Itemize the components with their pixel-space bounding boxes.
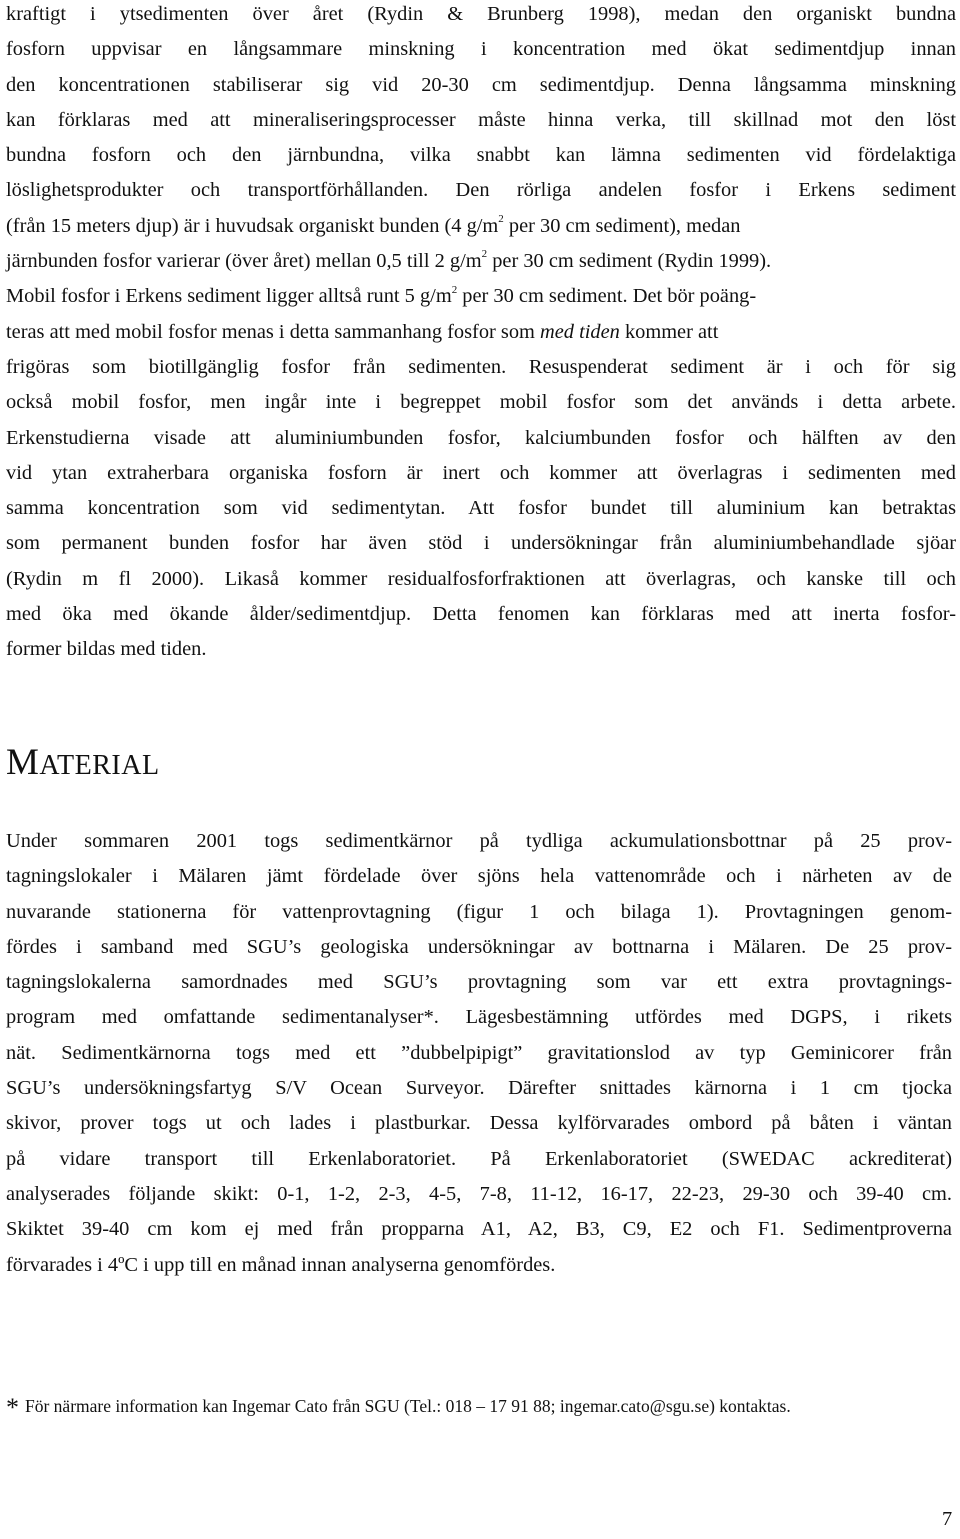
text-run: per 30 cm sediment (Rydin 1999).	[487, 250, 772, 273]
text-run: järnbunden fosfor varierar (över året) mellan 0,5 till 2 g/m	[6, 250, 482, 273]
text-line: fosforn uppvisar en långsammare minskning i koncentration med ökat sedimentdjup innan	[6, 38, 956, 61]
material-paragraph	[6, 824, 952, 1283]
superscript: 2	[481, 248, 488, 261]
text-line: kraftigt i ytsedimenten över året (Rydin & Brunberg 1998), medan den organiskt bundna	[6, 3, 956, 25]
text-line: (Rydin m fl 2000). Likaså kommer residualfosforfraktionen att överlagras, och kanske till och	[6, 567, 956, 590]
text-line: skivor, prover togs ut och lades i plastburkar. Dessa kylförvarades ombord på båten i väntan	[6, 1112, 952, 1135]
text-line: Skiktet 39-40 cm kom ej med från propparna A1, A2, B3, C9, E2 och F1. Sedimentproverna	[6, 1218, 952, 1241]
text-run: per 30 cm sediment. Det bör poäng-	[457, 285, 757, 308]
text-line	[6, 279, 956, 314]
superscript: 2	[451, 283, 458, 296]
text-line: fördes i samband med SGU’s geologiska undersökningar av bottnarna i Mälaren. De 25 prov-	[6, 935, 952, 958]
text-run: teras att med mobil fosfor menas i detta sammanhang fosfor som	[6, 320, 540, 343]
text-line: nuvarande stationerna för vattenprovtagning (figur 1 och bilaga 1). Provtagningen genom-	[6, 900, 952, 923]
text-line: också mobil fosfor, men ingår inte i begreppet mobil fosfor som det används i detta arbete.	[6, 391, 956, 414]
text-line	[6, 244, 956, 279]
text-line: analyserades följande skikt: 0-1, 1-2, 2-3, 4-5, 7-8, 11-12, 16-17, 22-23, 29-30 och 39-40 cm.	[6, 1182, 952, 1205]
text-line: Under sommaren 2001 togs sedimentkärnor på tydliga ackumulationsbottnar på 25 prov-	[6, 830, 952, 852]
text-line: den koncentrationen stabiliserar sig vid 20-30 cm sedimentdjup. Denna långsamma minskning	[6, 73, 956, 96]
heading-rest: ATERIAL	[39, 750, 160, 781]
text-line: Erkenstudierna visade att aluminiumbunden fosfor, kalciumbunden fosfor och hälften av den	[6, 426, 956, 449]
text-line: samma koncentration som vid sedimentytan. Att fosfor bundet till aluminium kan betraktas	[6, 497, 956, 520]
text-run: Mobil fosfor i Erkens sediment ligger alltså runt 5 g/m	[6, 285, 452, 308]
text-line	[6, 209, 956, 244]
text-run: kommer att	[619, 320, 719, 343]
text-line: SGU’s undersökningsfartyg S/V Ocean Surveyor. Därefter snittades kärnorna i 1 cm tjocka	[6, 1077, 952, 1100]
italic-text: med tiden	[540, 320, 620, 343]
text-line: frigöras som biotillgänglig fosfor från sedimenten. Resuspenderat sediment är i och för sig	[6, 355, 956, 378]
section-heading	[6, 738, 160, 791]
text-line: tagningslokaler i Mälaren jämt fördelade över sjöns hela vattenområde och i närheten av de	[6, 865, 952, 888]
text-line	[6, 315, 956, 350]
text-run: per 30 cm sediment), medan	[503, 214, 741, 237]
text-line: förvarades i 4ºC i upp till en månad innan analyserna genomfördes.	[6, 1253, 556, 1276]
text-line: tagningslokalerna samordnades med SGU’s provtagning som var ett extra provtagnings-	[6, 971, 952, 994]
text-run: (från 15 meters djup) är i huvudsak organiskt bunden (4 g/m	[6, 214, 499, 237]
heading-initial: M	[6, 742, 40, 783]
text-line: vid ytan extraherbara organiska fosforn är inert och kommer att överlagras i sedimenten med	[6, 461, 956, 484]
text-line: som permanent bunden fosfor har även stöd i undersökningar från aluminiumbehandlade sjöar	[6, 532, 956, 555]
superscript: 2	[498, 212, 504, 225]
text-line: nät. Sedimentkärnorna togs med ett ”dubbelpipigt” gravitationslod av typ Geminicorer från	[6, 1041, 952, 1064]
body-paragraph	[6, 0, 956, 668]
text-line: former bildas med tiden.	[6, 638, 207, 661]
text-line: kan förklaras med att mineraliseringsprocesser måste hinna verka, till skillnad mot den löst	[6, 108, 956, 131]
text-line: program med omfattande sedimentanalyser*. Lägesbestämning utfördes med DGPS, i rikets	[6, 1006, 952, 1029]
text-line: med öka med ökande ålder/sedimentdjup. Detta fenomen kan förklaras med att inerta fosfor-	[6, 603, 956, 626]
text-line: bundna fosforn och den järnbundna, vilka snabbt kan lämna sedimenten vid fördelaktiga	[6, 144, 956, 167]
text-line: på vidare transport till Erkenlaboratoriet. På Erkenlaboratoriet (SWEDAC ackrediterat)	[6, 1147, 952, 1170]
text-line: löslighetsprodukter och transportförhållanden. Den rörliga andelen fosfor i Erkens sediment	[6, 179, 956, 202]
footnote-marker: *	[6, 1393, 19, 1422]
page-number: 7	[942, 1508, 953, 1530]
footnote-text: För närmare information kan Ingemar Cato från SGU (Tel.: 018 – 17 91 88; ingemar.cato@sgu.se) kontaktas.	[25, 1396, 791, 1416]
footnote	[6, 1388, 791, 1426]
